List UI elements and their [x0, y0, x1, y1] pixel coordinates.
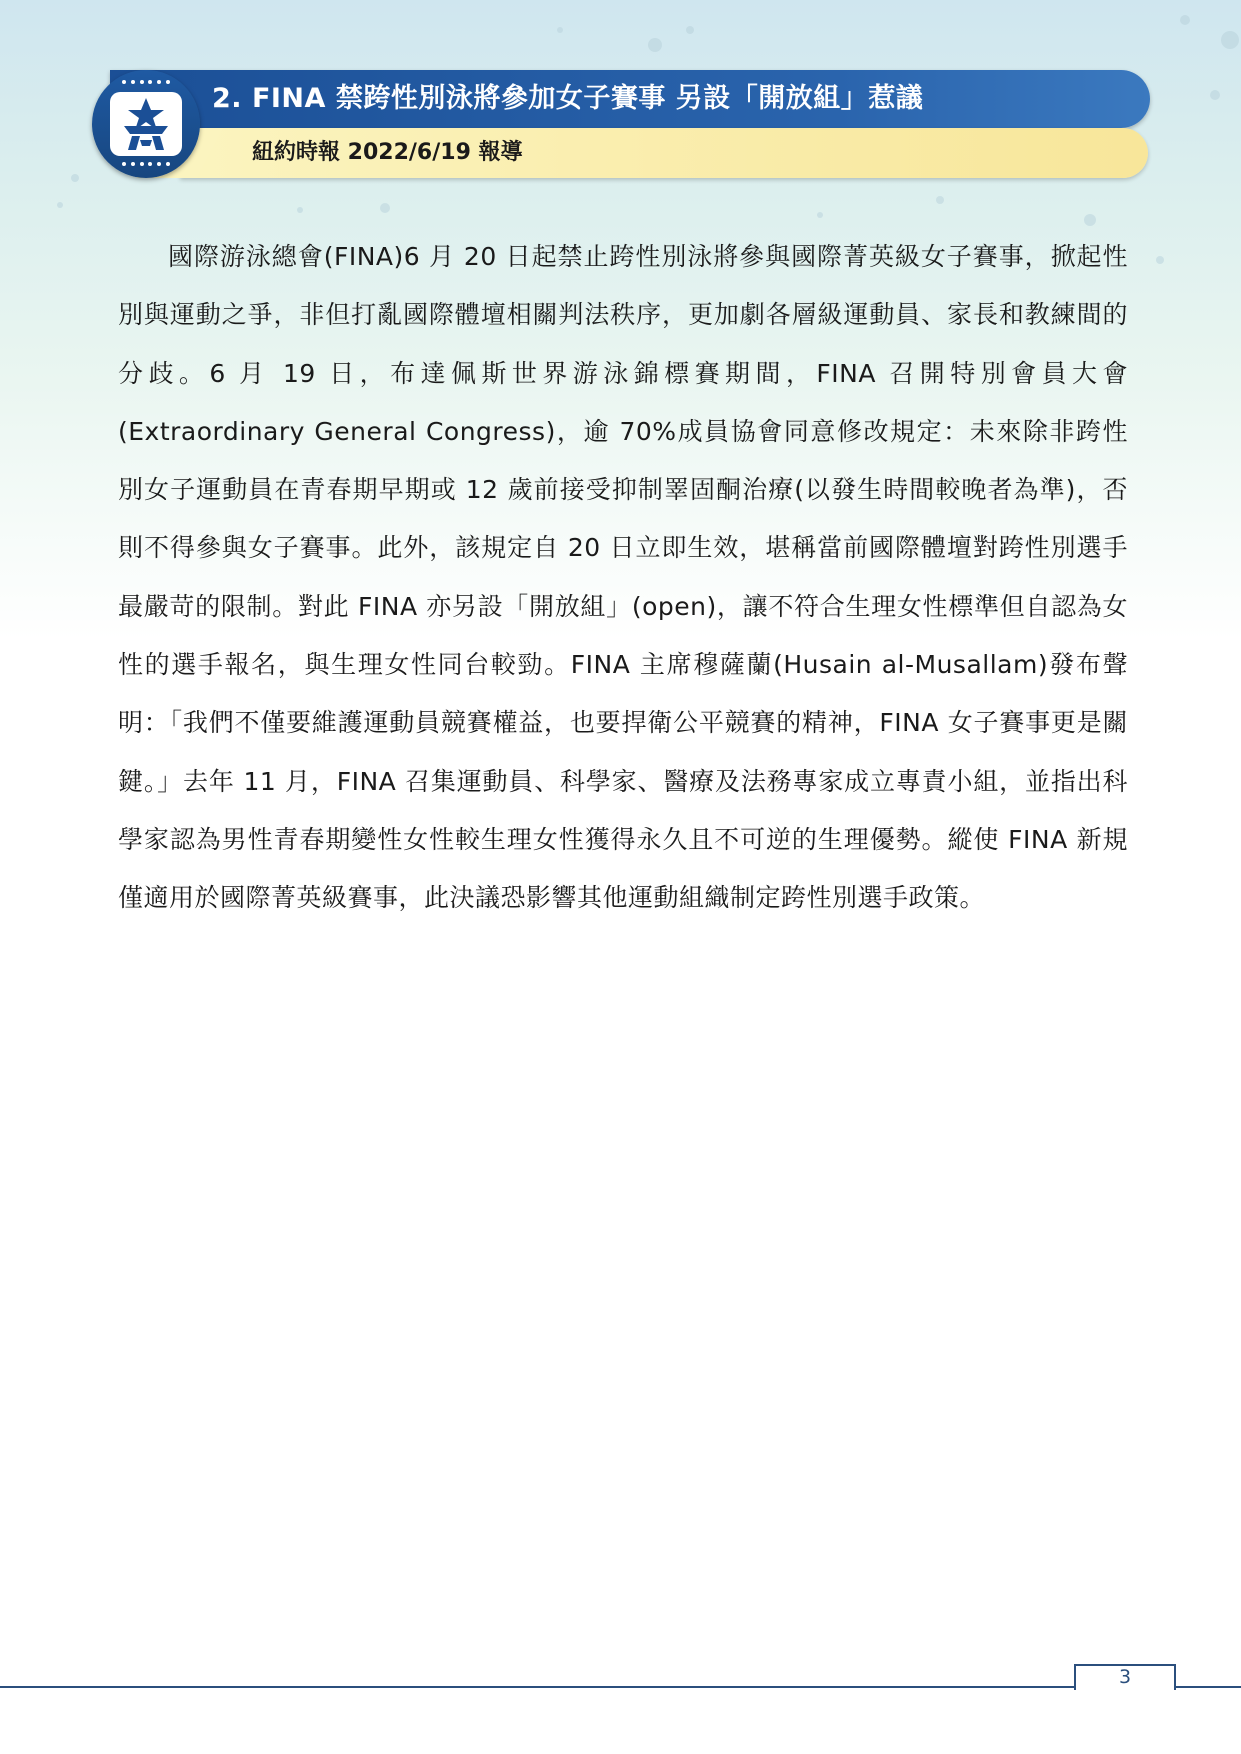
footer-divider — [0, 1686, 1241, 1688]
page-number: 3 — [1118, 1666, 1132, 1688]
sport-emblem-icon — [110, 92, 182, 156]
article-body — [118, 228, 1128, 928]
logo-badge — [92, 70, 200, 178]
page-title: 2. FINA 禁跨性別泳將參加女子賽事 另設「開放組」惹議 — [212, 83, 924, 114]
logo-dots-bottom — [122, 162, 170, 168]
article-paragraph: 國際游泳總會(FINA)6 月 20 日起禁止跨性別泳將參與國際菁英級女子賽事，掀起性別與運動之爭，非但打亂國際體壇相關判法秩序，更加劇各層級運動員、家長和教練間的分歧。6 月 19 日，布達佩斯世界游泳錦標賽期間，FINA 召開特別會員大會(Extraordinary General Congress)，逾 70%成員協會同意修改規定：未來除非跨性別女子運動員在青春期早期或 12 歲前接受抑制睪固酮治療(以發生時間較晚者為準)，否則不得參與女子賽事。此外，該規定自 20 日立即生效，堪稱當前國際體壇對跨性別選手最嚴苛的限制。對此 FINA 亦另設「開放組」(open)，讓不符合生理女性標準但自認為女性的選手報名，與生理女性同台較勁。FINA 主席穆薩蘭(Husain al-Musallam)發布聲明：「我們不僅要維護運動員競賽權益，也要捍衛公平競賽的精神，FINA 女子賽事更是關鍵。」去年 11 月，FINA 召集運動員、科學家、醫療及法務專家成立專責小組，並指出科學家認為男性青春期變性女性較生理女性獲得永久且不可逆的生理優勢。縱使 FINA 新規僅適用於國際菁英級賽事，此決議恐影響其他運動組織制定跨性別選手政策。 — [118, 242, 1128, 913]
source-subtitle: 紐約時報 2022/6/19 報導 — [252, 140, 523, 165]
logo-inner — [110, 92, 182, 156]
logo-dots-top — [122, 80, 170, 86]
